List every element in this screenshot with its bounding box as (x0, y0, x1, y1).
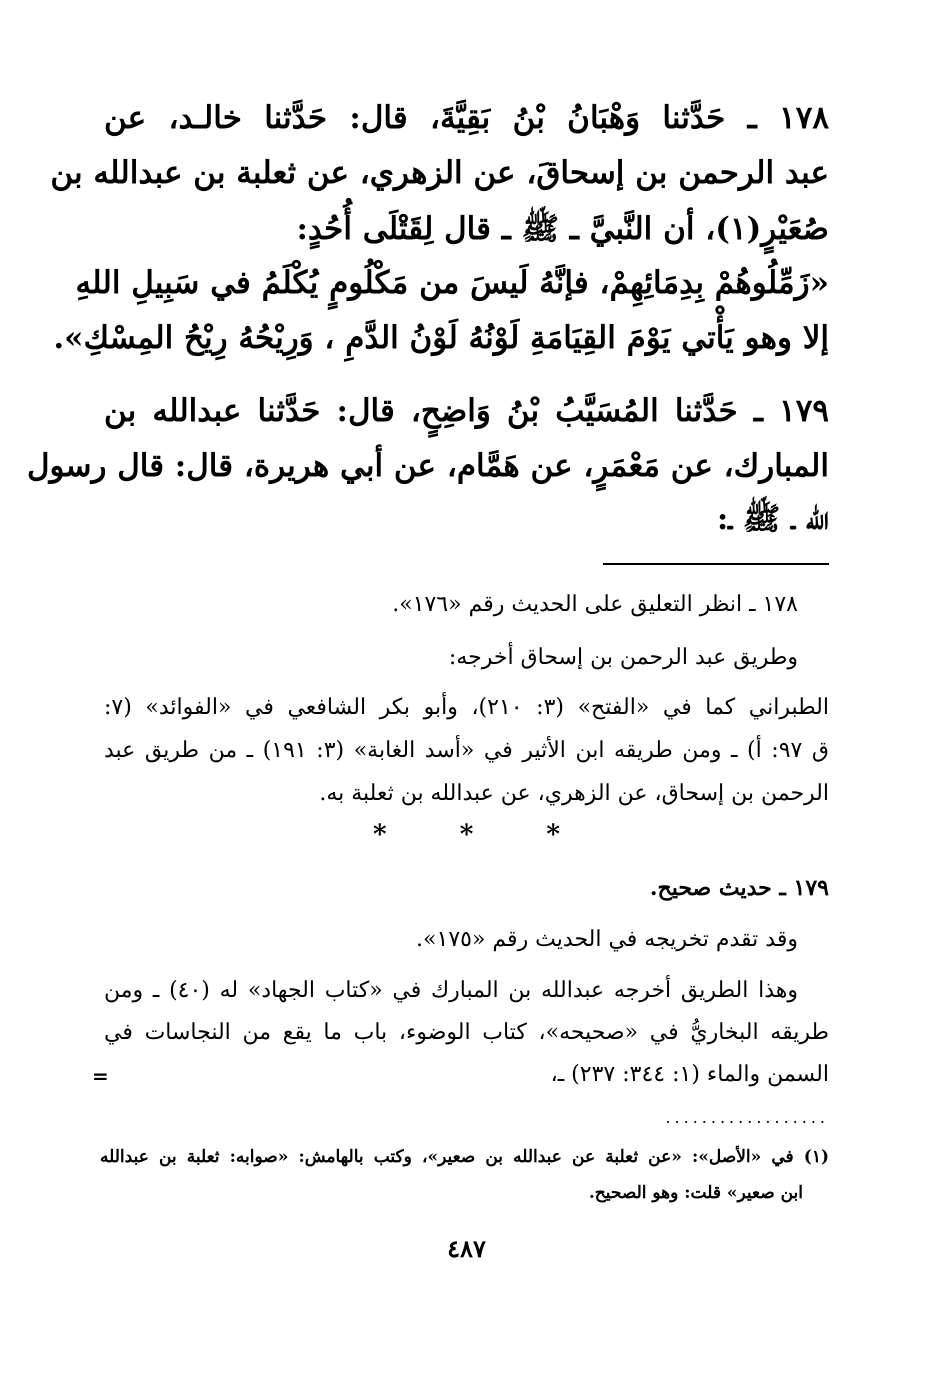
hadith-179-line-1: ١٧٩ ـ حَدَّثنا المُسَيَّبُ بْنُ وَاضِحٍ، قال: حَدَّثنا عبدالله بن (104, 393, 829, 429)
separator-rule (603, 563, 829, 565)
hadith-178-line-5: إلا وهو يَأْتي يَوْمَ القِيَامَةِ لَوْنُهُ لَوْنُ الدَّمِ ، وَرِيْحُهُ رِيْحُ المِسْكِ». (53, 320, 829, 356)
commentary-178-line-2: وطريق عبد الرحمن بن إسحاق أخرجه: (448, 645, 798, 670)
footnote-dotted-rule: .................. (665, 1108, 829, 1127)
commentary-178-line-5: الرحمن بن إسحاق، عن الزهري، عن عبدالله بن ثعلبة به. (319, 781, 829, 806)
hadith-178-line-3: صُعَيْرٍ(١)، أن النَّبيَّ ـ ﷺ ـ قال لِقَتْلَى أُحُدٍ: (296, 211, 829, 247)
commentary-178-line-4: ق ٩٧: أ) ـ ومن طريقه ابن الأثير في «أسد الغابة» (٣: ١٩١) ـ من طريق عبد (104, 738, 829, 763)
hadith-178-line-1: ١٧٨ ـ حَدَّثنا وَهْبَانُ بْنُ بَقِيَّةَ، قال: حَدَّثنا خالـد، عن (104, 100, 829, 136)
commentary-179-line-3: وهذا الطريق أخرجه عبدالله بن المبارك في «كتاب الجهاد» له (٤٠) ـ ومن (104, 978, 798, 1003)
hadith-178-line-2: عبد الرحمن بن إسحاقَ، عن الزهري، عن ثعلبة بن عبدالله بن (50, 155, 829, 191)
hadith-179-line-2: المبارك، عن مَعْمَرٍ، عن هَمَّام، عن أبي هريرة، قال: قال رسول (26, 448, 829, 484)
hadith-179-line-3: الله ـ ﷺ ـ: (716, 501, 829, 537)
continuation-mark: = (92, 1064, 109, 1088)
hadith-178-line-4: «زَمِّلُوهُمْ بِدِمَائِهِمْ، فإنَّهُ لَيسَ من مَكْلُومٍ يُكْلَمُ في سَبِيلِ اللهِ (75, 265, 829, 301)
commentary-179-line-5: السمن والماء (١: ٣٤٤: ٢٣٧) ـ، (550, 1062, 829, 1087)
star-2: * (459, 820, 474, 850)
section-stars (0, 820, 933, 850)
page-number: ٤٨٧ (447, 1234, 486, 1263)
star-1: * (373, 820, 387, 850)
commentary-179-line-1: ١٧٩ ـ حديث صحيح. (649, 875, 829, 901)
commentary-178-line-1: ١٧٨ ـ انظر التعليق على الحديث رقم «١٧٦». (392, 592, 798, 617)
commentary-179-line-4: طريقه البخاريُّ في «صحيحه»، كتاب الوضوء، باب ما يقع من النجاسات في (104, 1020, 829, 1045)
commentary-178-line-3: الطبراني كما في «الفتح» (٣: ٢١٠)، وأبو بكر الشافعي في «الفوائد» (٧: (104, 695, 830, 720)
footnote-line-1: (١) في «الأصل»: «عن ثعلبة عن عبدالله بن صعير»، وكتب بالهامش: «صوابه: ثعلبة بن عبدالله (100, 1147, 829, 1167)
star-3: * (546, 820, 560, 850)
commentary-179-line-2: وقد تقدم تخريجه في الحديث رقم «١٧٥». (416, 927, 798, 952)
footnote-line-2: ابن صعير» قلت: وهو الصحيح. (588, 1183, 803, 1203)
